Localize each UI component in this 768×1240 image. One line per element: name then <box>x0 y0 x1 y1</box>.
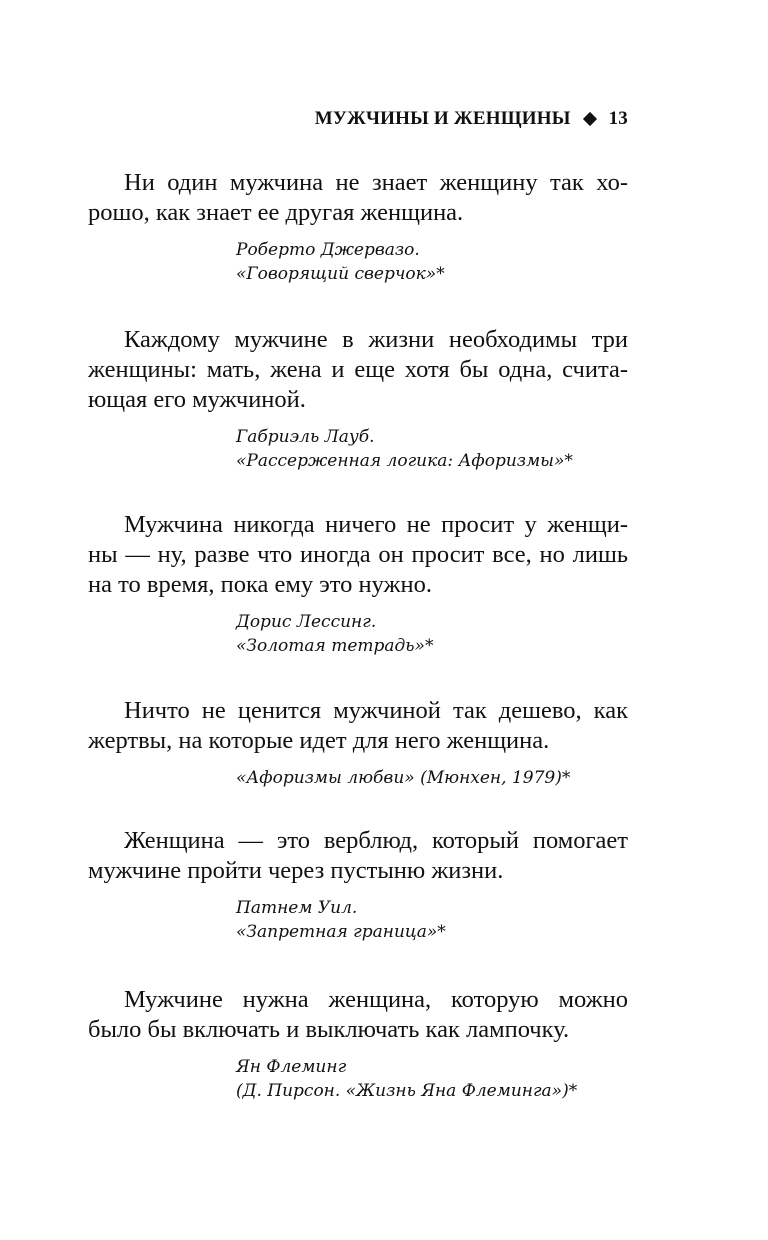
quote-line: рошо, как знает ее другая женщина. <box>88 199 464 226</box>
quote-block <box>88 325 628 473</box>
quote-source <box>236 425 628 473</box>
source-work: «Говорящий сверчок»* <box>236 264 445 284</box>
quote-block <box>88 696 628 790</box>
quote-source <box>236 238 628 286</box>
quote-block <box>88 510 628 658</box>
quote-line: женщины: мать, жена и еще хотя бы одна, счита- <box>88 356 628 383</box>
source-work: «Рассерженная логика: Афоризмы»* <box>236 451 573 471</box>
quote-line: Женщина — это верблюд, который помогает <box>124 827 628 854</box>
quote-line: жертвы, на которые идет для него женщина. <box>88 727 550 754</box>
source-author: Патнем Уил. <box>236 898 358 918</box>
running-header <box>315 108 628 130</box>
source-author: Ян Флеминг <box>236 1057 347 1077</box>
source-work: «Запретная граница»* <box>236 922 446 942</box>
quote-text <box>88 696 628 756</box>
quote-line: Мужчине нужна женщина, которую можно <box>124 986 628 1013</box>
quote-line: ны — ну, разве что иногда он просит все, но лишь <box>88 541 628 568</box>
source-work: «Афоризмы любви» (Мюнхен, 1979)* <box>236 768 571 788</box>
quote-source <box>236 1055 628 1103</box>
source-work: «Золотая тетрадь»* <box>236 636 434 656</box>
quote-line: Ни один мужчина не знает женщину так хо- <box>124 169 628 196</box>
quote-line: было бы включать и выключать как лампочку. <box>88 1016 570 1043</box>
source-author: Дорис Лессинг. <box>236 612 377 632</box>
quote-source <box>236 896 628 944</box>
source-work: (Д. Пирсон. «Жизнь Яна Флеминга»)* <box>236 1081 578 1101</box>
quote-text <box>88 826 628 886</box>
quote-line: мужчине пройти через пустыню жизни. <box>88 857 504 884</box>
quote-line: Ничто не ценится мужчиной так дешево, как <box>124 697 628 724</box>
quote-line: Мужчина никогда ничего не просит у женщи- <box>124 511 628 538</box>
quote-line: Каждому мужчине в жизни необходимы три <box>124 326 628 353</box>
quote-block <box>88 826 628 944</box>
quote-block <box>88 168 628 286</box>
source-author: Роберто Джервазо. <box>236 240 420 260</box>
quote-source <box>236 766 628 790</box>
quote-text <box>88 510 628 600</box>
quote-line: ющая его мужчиной. <box>88 386 306 413</box>
source-author: Габриэль Лауб. <box>236 427 375 447</box>
quote-text <box>88 985 628 1045</box>
page-number: 13 <box>608 108 628 129</box>
quote-text <box>88 325 628 415</box>
quote-block <box>88 985 628 1103</box>
quote-line: на то время, пока ему это нужно. <box>88 571 432 598</box>
diamond-ornament-icon <box>583 112 597 126</box>
quote-source <box>236 610 628 658</box>
running-title: МУЖЧИНЫ И ЖЕНЩИНЫ <box>314 108 571 129</box>
quote-text <box>88 168 628 228</box>
